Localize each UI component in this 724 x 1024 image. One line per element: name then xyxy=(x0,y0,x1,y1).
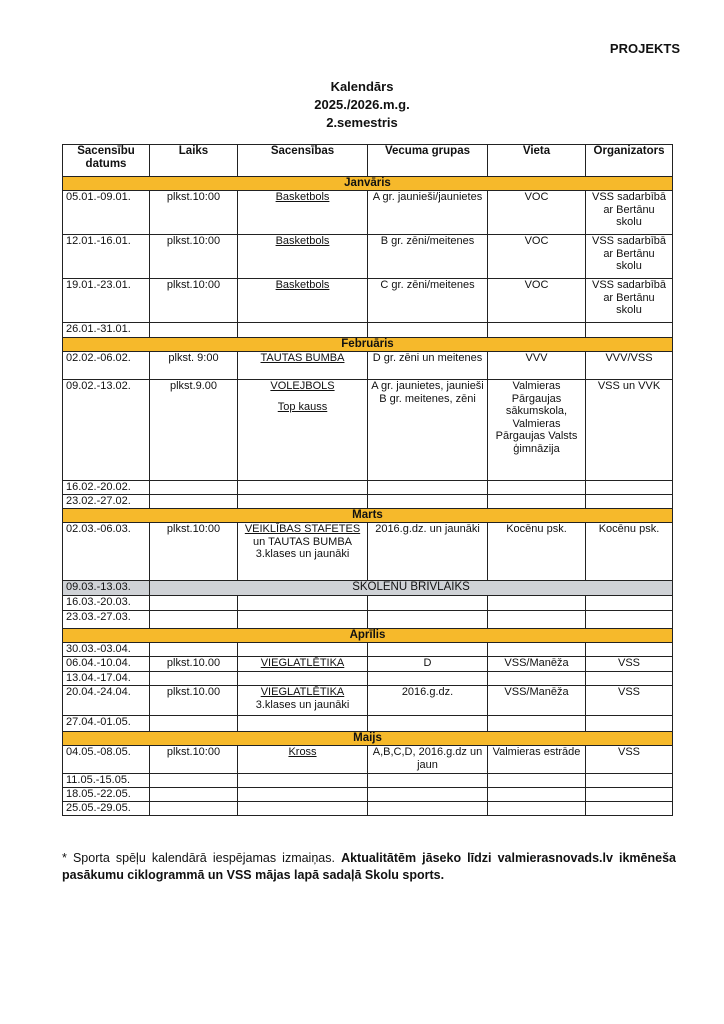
table-row xyxy=(63,686,673,716)
empty-cell xyxy=(238,323,368,338)
empty-cell xyxy=(238,802,368,816)
date-cell: 16.03.-20.03. xyxy=(63,596,150,611)
empty-cell xyxy=(150,323,238,338)
document-title xyxy=(0,78,724,132)
month-row-may xyxy=(63,732,673,746)
empty-cell xyxy=(368,672,488,686)
event-cell xyxy=(238,657,368,672)
col-header-venue: Vieta xyxy=(488,145,586,177)
time-cell: plkst.10.00 xyxy=(150,686,238,716)
empty-cell xyxy=(368,788,488,802)
date-cell: 30.03.-03.04. xyxy=(63,643,150,657)
date-cell: 09.03.-13.03. xyxy=(63,581,150,596)
empty-cell xyxy=(238,716,368,732)
empty-cell xyxy=(238,495,368,509)
col-header-age: Vecuma grupas xyxy=(368,145,488,177)
event-link[interactable]: TAUTAS BUMBA xyxy=(260,352,345,364)
table-row xyxy=(63,495,673,509)
date-cell: 09.02.-13.02. xyxy=(63,380,150,481)
date-cell: 27.04.-01.05. xyxy=(63,716,150,732)
event-link[interactable]: Basketbols xyxy=(275,191,330,203)
empty-cell xyxy=(488,802,586,816)
date-cell: 12.01.-16.01. xyxy=(63,235,150,279)
venue-cell: VOC xyxy=(488,191,586,235)
organizer-cell: VSS sadarbībā ar Bertānu skolu xyxy=(586,279,673,323)
empty-cell xyxy=(238,596,368,611)
table-header-row xyxy=(63,145,673,177)
empty-cell xyxy=(586,481,673,495)
time-cell: plkst.10:00 xyxy=(150,191,238,235)
age-cell: D xyxy=(368,657,488,672)
empty-cell xyxy=(150,716,238,732)
empty-cell xyxy=(488,481,586,495)
table-row xyxy=(63,380,673,481)
month-row-april xyxy=(63,629,673,643)
time-cell: plkst.10.00 xyxy=(150,657,238,672)
empty-cell xyxy=(586,802,673,816)
col-header-organizer: Organizators xyxy=(586,145,673,177)
empty-cell xyxy=(368,495,488,509)
month-row-february xyxy=(63,338,673,352)
month-row-january xyxy=(63,177,673,191)
table-row xyxy=(63,352,673,380)
venue-cell: VOC xyxy=(488,235,586,279)
table-row xyxy=(63,596,673,611)
event-second: TAUTAS BUMBA xyxy=(268,535,353,548)
organizer-cell: VSS xyxy=(586,686,673,716)
table-row xyxy=(63,788,673,802)
age-cell: C gr. zēni/meitenes xyxy=(368,279,488,323)
organizer-cell: VSS sadarbībā ar Bertānu skolu xyxy=(586,235,673,279)
empty-cell xyxy=(238,643,368,657)
empty-cell xyxy=(488,672,586,686)
date-cell: 20.04.-24.04. xyxy=(63,686,150,716)
age-cell: B gr. zēni/meitenes xyxy=(368,235,488,279)
table-row xyxy=(63,774,673,788)
empty-cell xyxy=(586,611,673,629)
organizer-cell: VSS xyxy=(586,746,673,774)
event-link[interactable]: Kross xyxy=(288,746,317,758)
event-link[interactable]: Basketbols xyxy=(275,279,330,291)
table-row xyxy=(63,191,673,235)
col-header-event: Sacensības xyxy=(238,145,368,177)
empty-cell xyxy=(238,672,368,686)
event-link[interactable]: VIEGLATLĒTIKA xyxy=(260,686,345,698)
event-cell xyxy=(238,686,368,716)
empty-cell xyxy=(150,481,238,495)
date-cell: 02.03.-06.03. xyxy=(63,523,150,581)
venue-cell: VSS/Manēža xyxy=(488,657,586,672)
organizer-cell: VVV/VSS xyxy=(586,352,673,380)
empty-cell xyxy=(368,596,488,611)
empty-cell xyxy=(368,481,488,495)
empty-cell xyxy=(238,788,368,802)
date-cell: 13.04.-17.04. xyxy=(63,672,150,686)
empty-cell xyxy=(368,716,488,732)
time-cell: plkst.10:00 xyxy=(150,746,238,774)
event-cell xyxy=(238,523,368,581)
empty-cell xyxy=(488,643,586,657)
table-row xyxy=(63,802,673,816)
month-label: Marts xyxy=(63,509,673,523)
title-line: Kalendārs xyxy=(330,79,394,94)
empty-cell xyxy=(368,611,488,629)
semester-line: 2.semestris xyxy=(326,115,398,130)
month-label: Maijs xyxy=(63,732,673,746)
date-cell: 16.02.-20.02. xyxy=(63,481,150,495)
event-cell xyxy=(238,746,368,774)
time-cell: plkst.10:00 xyxy=(150,235,238,279)
event-cell xyxy=(238,235,368,279)
date-cell: 06.04.-10.04. xyxy=(63,657,150,672)
month-label: Februāris xyxy=(63,338,673,352)
empty-cell xyxy=(150,672,238,686)
age-cell: A gr. jaunieši/jaunietes xyxy=(368,191,488,235)
empty-cell xyxy=(586,495,673,509)
time-cell: plkst. 9:00 xyxy=(150,352,238,380)
table-row xyxy=(63,481,673,495)
age-cell: 2016.g.dz. un jaunāki xyxy=(368,523,488,581)
empty-cell xyxy=(368,802,488,816)
empty-cell xyxy=(586,716,673,732)
footnote-bold: Aktualitātēm jāseko līdzi valmierasnovads.lv ikmēneša pasākumu ciklogrammā un VSS mājas lapā sadaļā Skolu sports. xyxy=(62,851,676,882)
table-row xyxy=(63,323,673,338)
empty-cell xyxy=(488,774,586,788)
event-cell xyxy=(238,191,368,235)
table-row xyxy=(63,235,673,279)
event-join: un xyxy=(252,535,269,548)
empty-cell xyxy=(150,788,238,802)
empty-cell xyxy=(150,611,238,629)
event-note: 3.klases un jaunāki xyxy=(255,698,350,711)
empty-cell xyxy=(488,495,586,509)
empty-cell xyxy=(150,774,238,788)
venue-cell: Kocēnu psk. xyxy=(488,523,586,581)
time-cell: plkst.10:00 xyxy=(150,523,238,581)
empty-cell xyxy=(150,495,238,509)
calendar-table xyxy=(62,144,673,816)
date-cell: 26.01.-31.01. xyxy=(63,323,150,338)
empty-cell xyxy=(586,672,673,686)
age-cell: A,B,C,D, 2016.g.dz un jaun xyxy=(368,746,488,774)
event-cell xyxy=(238,352,368,380)
time-cell: plkst.10:00 xyxy=(150,279,238,323)
venue-cell: VOC xyxy=(488,279,586,323)
organizer-cell: VSS xyxy=(586,657,673,672)
empty-cell xyxy=(238,611,368,629)
event-note: 3.klases un jaunāki xyxy=(255,548,350,560)
age-cell: 2016.g.dz. xyxy=(368,686,488,716)
empty-cell xyxy=(586,774,673,788)
event-cell xyxy=(238,380,368,481)
age-line: A gr. jaunietes, jaunieši xyxy=(371,380,484,392)
table-row xyxy=(63,716,673,732)
table-row xyxy=(63,746,673,774)
empty-cell xyxy=(586,788,673,802)
date-cell: 23.03.-27.03. xyxy=(63,611,150,629)
date-cell: 18.05.-22.05. xyxy=(63,788,150,802)
empty-cell xyxy=(586,323,673,338)
holiday-row xyxy=(63,581,673,596)
date-cell: 05.01.-09.01. xyxy=(63,191,150,235)
empty-cell xyxy=(150,596,238,611)
organizer-cell: VSS un VVK xyxy=(586,380,673,481)
age-line: B gr. meitenes, zēni xyxy=(379,392,476,405)
venue-cell: VVV xyxy=(488,352,586,380)
event-link[interactable]: VEIKLĪBAS STAFETES xyxy=(244,523,361,535)
date-cell: 02.02.-06.02. xyxy=(63,352,150,380)
footnote-star: * xyxy=(62,851,67,865)
empty-cell xyxy=(488,323,586,338)
empty-cell xyxy=(368,774,488,788)
organizer-cell: VSS sadarbībā ar Bertānu skolu xyxy=(586,191,673,235)
month-label: Janvāris xyxy=(63,177,673,191)
empty-cell xyxy=(150,802,238,816)
venue-cell: Valmieras estrāde xyxy=(488,746,586,774)
holiday-label: SKOLĒNU BRĪVLAIKS xyxy=(150,581,673,596)
date-cell: 19.01.-23.01. xyxy=(63,279,150,323)
month-row-march xyxy=(63,509,673,523)
date-cell: 04.05.-08.05. xyxy=(63,746,150,774)
projekts-label: PROJEKTS xyxy=(609,41,680,56)
event-sublink[interactable]: Top kauss xyxy=(277,400,328,413)
date-cell: 11.05.-15.05. xyxy=(63,774,150,788)
empty-cell xyxy=(488,596,586,611)
empty-cell xyxy=(586,643,673,657)
table-row xyxy=(63,279,673,323)
table-row xyxy=(63,643,673,657)
empty-cell xyxy=(368,643,488,657)
venue-cell: Valmieras Pārgaujas sākumskola, Valmieras Pārgaujas Valsts ģimnāzija xyxy=(488,380,586,481)
age-cell: D gr. zēni un meitenes xyxy=(368,352,488,380)
empty-cell xyxy=(488,716,586,732)
date-cell: 23.02.-27.02. xyxy=(63,495,150,509)
event-link[interactable]: VOLEJBOLS xyxy=(270,380,335,392)
event-link[interactable]: VIEGLATLĒTIKA xyxy=(260,657,345,669)
year-line: 2025./2026.m.g. xyxy=(314,97,410,112)
table-row xyxy=(63,657,673,672)
time-cell: plkst.9.00 xyxy=(150,380,238,481)
footnote-normal: Sporta spēļu kalendārā iespējamas izmaiņas. xyxy=(66,851,342,865)
col-header-time: Laiks xyxy=(150,145,238,177)
date-cell: 25.05.-29.05. xyxy=(63,802,150,816)
month-label: Aprīlis xyxy=(63,629,673,643)
empty-cell xyxy=(488,788,586,802)
age-cell xyxy=(368,380,488,481)
table-row xyxy=(63,523,673,581)
empty-cell xyxy=(368,323,488,338)
event-cell xyxy=(238,279,368,323)
empty-cell xyxy=(488,611,586,629)
empty-cell xyxy=(238,481,368,495)
empty-cell xyxy=(150,643,238,657)
empty-cell xyxy=(238,774,368,788)
venue-cell: VSS/Manēža xyxy=(488,686,586,716)
empty-cell xyxy=(586,596,673,611)
table-row xyxy=(63,611,673,629)
table-row xyxy=(63,672,673,686)
event-link[interactable]: Basketbols xyxy=(275,235,330,247)
organizer-cell: Kocēnu psk. xyxy=(586,523,673,581)
footnote xyxy=(62,850,676,884)
col-header-date: Sacensību datums xyxy=(63,145,150,177)
